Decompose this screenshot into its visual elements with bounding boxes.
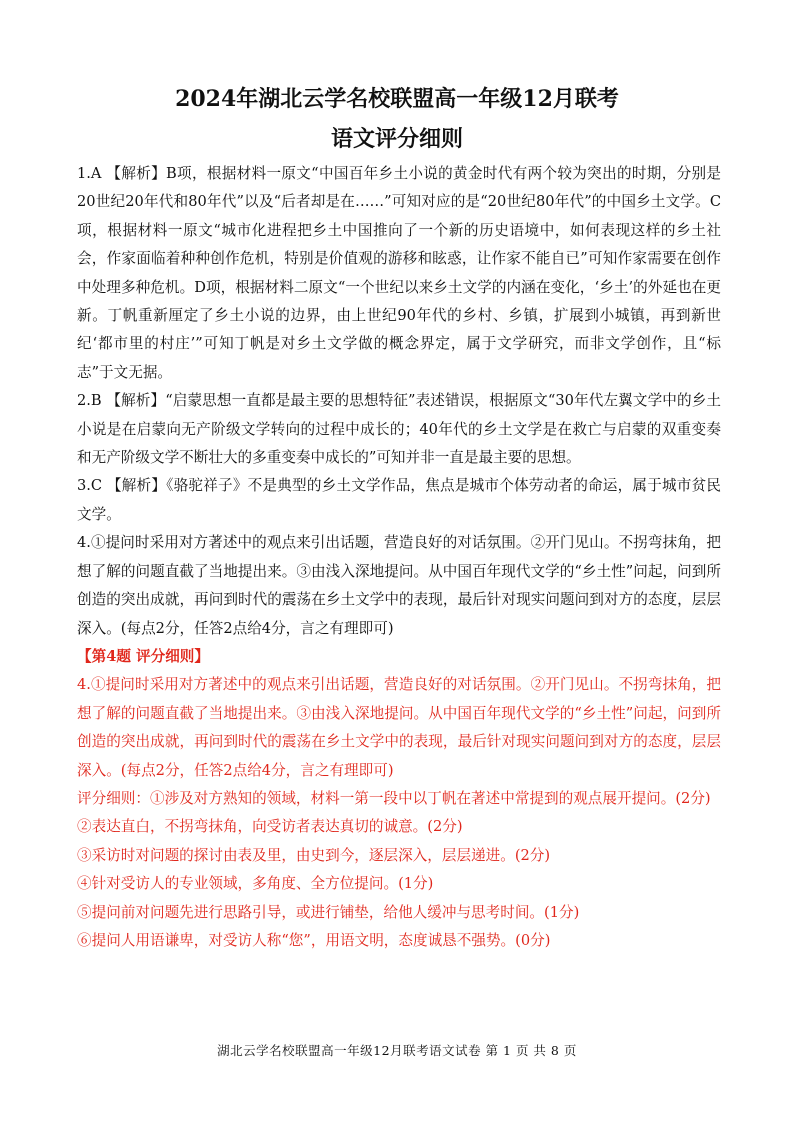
rubric-item-1: 评分细则：①涉及对方熟知的领域，材料一第一段中以丁帆在著述中常提到的观点展开提问。(2分) [77,789,711,807]
rubric-answer: 4.①提问时采用对方著述中的观点来引出话题，营造良好的对话氛围。②开门见山。不拐弯抹角，把想了解的问题直截了当地提出来。③由浅入深地提问。从中国百年现代文学的“乡土性”问起，问到所创造的突出成就，再问到时代的震荡在乡土文学中的表现，最后针对现实问题问到对方的态度，层层深入。(每点2分，任答2点给4分，言之有理即可) [77,676,721,779]
rubric-item-6: ⑥提问人用语谦卑，对受访人称“您”，用语文明，态度诚恳不强势。(0分) [77,931,551,949]
document-body [77,160,721,955]
document-subtitle: 语文评分细则 [330,126,463,152]
answer-q1: 1.A 【解析】B项，根据材料一原文“中国百年乡土小说的黄金时代有两个较为突出的时期，分别是20世纪20年代和80年代”以及“后者却是在……”可知对应的是“20世纪80年代”的中国乡土文学。C项，根据材料一原文“城市化进程把乡土中国推向了一个新的历史语境中，如何表现这样的乡土社会，作家面临着种种创作危机，特别是价值观的游移和眩惑，让作家不能自已”可知作家需要在创作中处理多种危机。D项，根据材料二原文“一个世纪以来乡土文学的内涵在变化，‘乡土’的外延也在更新。丁帆重新厘定了乡土小说的边界，由上世纪90年代的乡村、乡镇，扩展到小城镇，再到新世纪‘都市里的村庄’”可知丁帆是对乡土文学做的概念界定，属于文学研究，而非文学创作，且“标志”于文无据。 [77,165,721,381]
rubric-item-5: ⑤提问前对问题先进行思路引导，或进行铺垫，给他人缓冲与思考时间。(1分) [77,903,580,921]
document-title: 2024年湖北云学名校联盟高一年级12月联考 [175,86,619,112]
rubric-item-2: ②表达直白，不拐弯抹角，向受访者表达真切的诚意。(2分) [77,818,463,836]
rubric-item-4: ④针对受访人的专业领域，多角度、全方位提问。(1分) [77,875,434,893]
answer-q2: 2.B 【解析】“启蒙思想一直都是最主要的思想特征”表述错误，根据原文“30年代左翼文学中的乡土小说是在启蒙向无产阶级文学转向的过程中成长的；40年代的乡土文学是在救亡与启蒙的双重变奏和无产阶级文学不断壮大的多重变奏中成长的”可知并非一直是最主要的思想。 [77,392,721,467]
rubric-heading: 【第4题 评分细则】 [77,647,209,665]
answer-q4: 4.①提问时采用对方著述中的观点来引出话题，营造良好的对话氛围。②开门见山。不拐弯抹角，把想了解的问题直截了当地提出来。③由浅入深地提问。从中国百年现代文学的“乡土性”问起，问到所创造的突出成就，再问到时代的震荡在乡土文学中的表现，最后针对现实问题问到对方的态度，层层深入。(每点2分，任答2点给4分，言之有理即可) [77,534,721,637]
answer-q3: 3.C 【解析】《骆驼祥子》不是典型的乡土文学作品，焦点是城市个体劳动者的命运，属于城市贫民文学。 [77,477,721,523]
page-footer: 湖北云学名校联盟高一年级12月联考语文试卷 第 1 页 共 8 页 [217,1043,577,1058]
rubric-item-3: ③采访时对问题的探讨由表及里，由史到今，逐层深入，层层递进。(2分) [77,846,551,864]
